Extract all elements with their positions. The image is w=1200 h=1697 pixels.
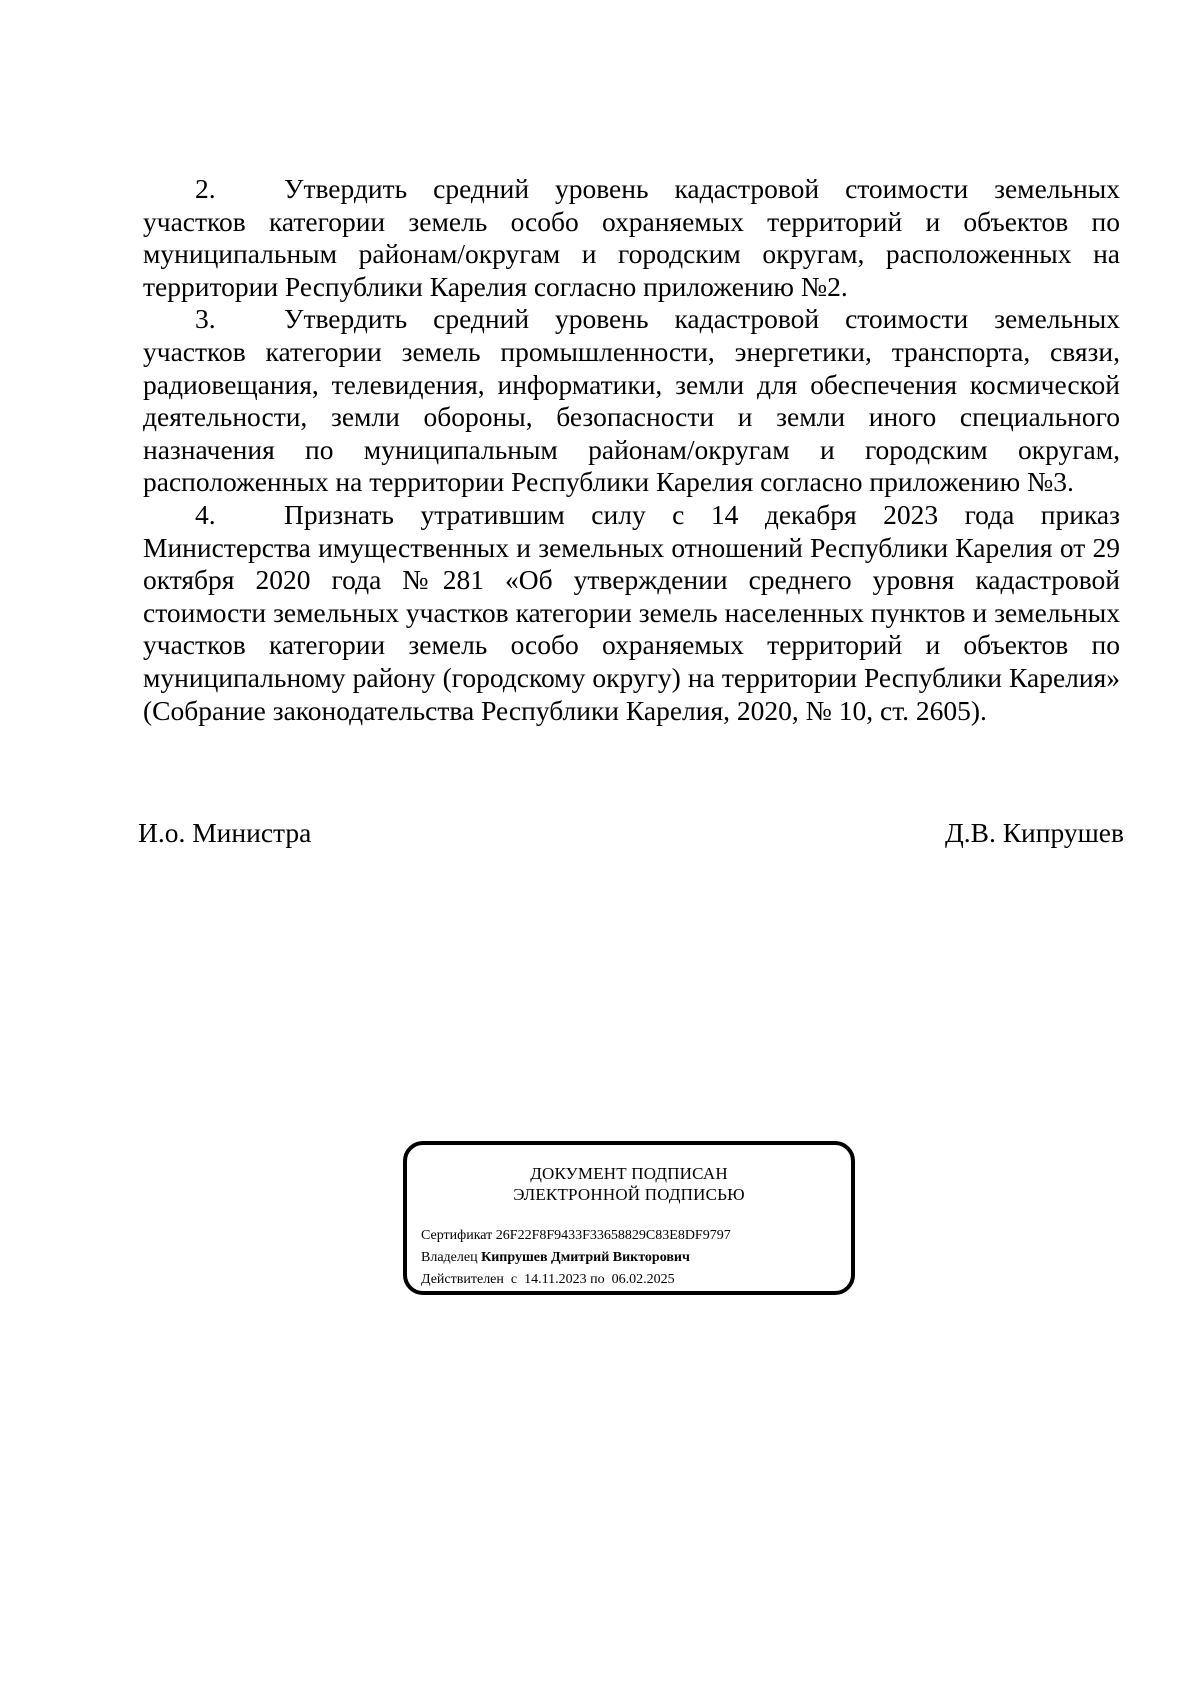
owner-value: Кипрушев Дмитрий Викторович <box>481 1250 690 1265</box>
paragraph-3 <box>143 303 1120 499</box>
stamp-title <box>407 1163 851 1205</box>
certificate-label: Сертификат <box>421 1228 493 1243</box>
signer-name: Д.В. Кипрушев <box>944 817 1124 848</box>
valid-to-label: по <box>590 1272 605 1287</box>
valid-from-label: с <box>510 1272 518 1287</box>
paragraph-number: 2. <box>195 173 216 204</box>
paragraph-4 <box>143 499 1120 727</box>
electronic-signature-stamp <box>403 1141 855 1295</box>
paragraph-text: Признать утратившим силу с 14 декабря 2023 года приказ Министерства имущественных и земельных отношений Республики Карелия от 29 октября 2020 года №281 «Об утверждении среднего уровня кадастровой стоимости земельных участков категории земель населенных пунктов и земельных участков категории земель особо охраняемых территорий и объектов по муниципальному району (городскому округу) на территории Республики Карелия» (Собрание законодательства Республики Карелия, 2020, № 10, ст. 2605). <box>143 498 1120 726</box>
stamp-details <box>421 1225 731 1291</box>
paragraph-number: 3. <box>195 303 216 335</box>
stamp-certificate-row <box>421 1225 731 1247</box>
owner-label: Владелец <box>421 1250 478 1265</box>
stamp-title-line-2: ЭЛЕКТРОННОЙ ПОДПИСЬЮ <box>513 1185 745 1204</box>
signer-position: И.о. Министра <box>138 817 312 848</box>
document-body <box>143 173 1120 727</box>
paragraph-number: 4. <box>195 498 216 530</box>
certificate-value: 26F22F8F9433F33658829C83E8DF9797 <box>495 1228 731 1243</box>
stamp-title-line-1: ДОКУМЕНТ ПОДПИСАН <box>530 1164 728 1183</box>
paragraph-2 <box>143 173 1120 303</box>
signature-block <box>138 817 1124 849</box>
valid-label: Действителен <box>421 1272 504 1287</box>
paragraph-text: Утвердить средний уровень кадастровой стоимости земельных участков категории земель особо охраняемых территорий и объектов по муниципальным районам/округам и городским округам, расположенных на территории Республики Карелия согласно приложению №2. <box>143 173 1120 302</box>
valid-from-date: 14.11.2023 <box>524 1272 587 1287</box>
stamp-owner-row <box>421 1247 731 1269</box>
valid-to-date: 06.02.2025 <box>611 1272 675 1287</box>
paragraph-text: Утвердить средний уровень кадастровой стоимости земельных участков категории земель промышленности, энергетики, транспорта, связи, радиовещания, телевидения, информатики, земли для обеспечения космической деятельности, земли обороны, безопасности и земли иного специального назначения по муниципальным районам/округам и городским округам, расположенных на территории Республики Карелия согласно приложению №3. <box>143 303 1120 498</box>
stamp-validity-row <box>421 1269 731 1291</box>
